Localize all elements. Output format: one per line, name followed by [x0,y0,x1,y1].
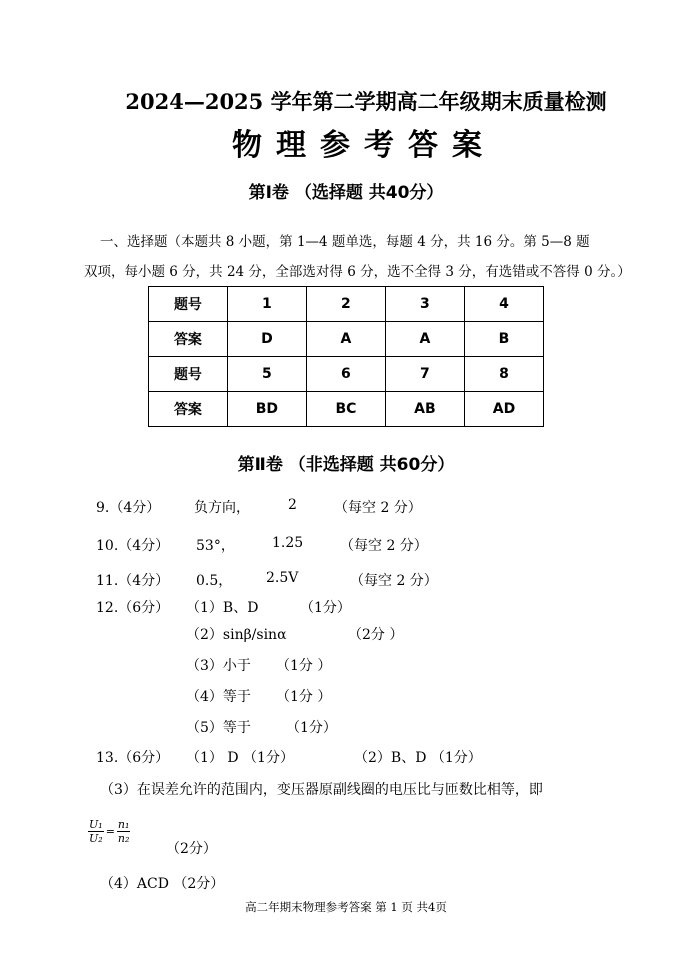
section1-intro-line2: 双项，每小题 6 分，共 24 分，全部选对得 6 分，选不全得 3 分，有选错或不答得 0 分。） [84,264,631,280]
table-cell: AB [385,392,464,427]
question-number: 12.（6分） [96,600,170,616]
table-cell: B [464,322,543,357]
question-number: 9.（4分） [96,500,161,516]
denominator-n2: n₂ [117,832,130,845]
table-row [149,392,544,427]
question-number: 11.（4分） [96,573,170,589]
voltage-turns-ratio-formula [88,818,130,845]
answer: 53°， [196,538,235,554]
table-cell: 3 [385,287,464,322]
table-cell: 1 [227,287,306,322]
score-note: （2分 ） [348,627,404,643]
score-note: （每空 2 分） [334,500,422,516]
section2-heading: 第Ⅱ卷 （非选择题 共60分） [237,455,455,475]
answer: （1） D （1分） [186,750,294,766]
table-cell: 题号 [149,287,228,322]
score-note: （2分） [166,841,217,857]
table-row [149,322,544,357]
answer: 负方向， [194,500,250,516]
page-footer: 高二年期末物理参考答案 第 1 页 共4页 [245,900,447,914]
table-cell: 5 [227,357,306,392]
section1-intro-line1: 一、选择题（本题共 8 小题，第 1—4 题单选，每题 4 分，共 16 分。第 5—8 题 [100,234,590,250]
score-note: （1分） [300,600,351,616]
table-cell: 7 [385,357,464,392]
table-cell: 题号 [149,357,228,392]
table-cell: BD [227,392,306,427]
answer-text: （3）在误差允许的范围内，变压器原副线圈的电压比与匝数比相等，即 [100,782,543,798]
table-cell: BC [306,392,385,427]
answer: 2 [288,497,297,513]
score-note: （每空 2 分） [340,538,428,554]
exam-title: 2024—2025 学年第二学期高二年级期末质量检测 [125,89,607,114]
answer: （3）小于 [186,658,251,674]
equals-sign: = [105,825,115,838]
answer: 1.25 [272,535,304,551]
score-note: （1分 ） [276,658,332,674]
table-cell: 8 [464,357,543,392]
table-row [149,357,544,392]
question-number: 10.（4分） [96,538,170,554]
question-number: 13.（6分） [96,750,170,766]
answer: （1）B、D [186,600,259,616]
answer: （2）sinβ/sinα [186,627,287,643]
table-cell: A [306,322,385,357]
table-cell: AD [464,392,543,427]
score-note: （每空 2 分） [350,573,438,589]
answer: （4）ACD （2分） [100,876,225,892]
table-cell: 2 [306,287,385,322]
document-title: 物理参考答案 [232,128,496,163]
answer: （5）等于 [186,720,251,736]
table-cell: 4 [464,287,543,322]
table-cell: 答案 [149,322,228,357]
numerator-n1: n₁ [117,818,130,831]
answer: 2.5V [266,570,299,586]
answer-table [148,286,544,427]
table-cell: 答案 [149,392,228,427]
table-cell: A [385,322,464,357]
table-row [149,287,544,322]
answer: （4）等于 [186,689,251,705]
table-cell: D [227,322,306,357]
numerator-u1: U₁ [89,818,103,831]
score-note: （1分 ） [276,689,332,705]
section1-heading: 第Ⅰ卷 （选择题 共40分） [248,183,444,203]
denominator-u2: U₂ [89,832,103,845]
answer: （2）B、D （1分） [354,750,482,766]
answer: 0.5， [196,573,233,589]
score-note: （1分） [286,720,337,736]
table-cell: 6 [306,357,385,392]
